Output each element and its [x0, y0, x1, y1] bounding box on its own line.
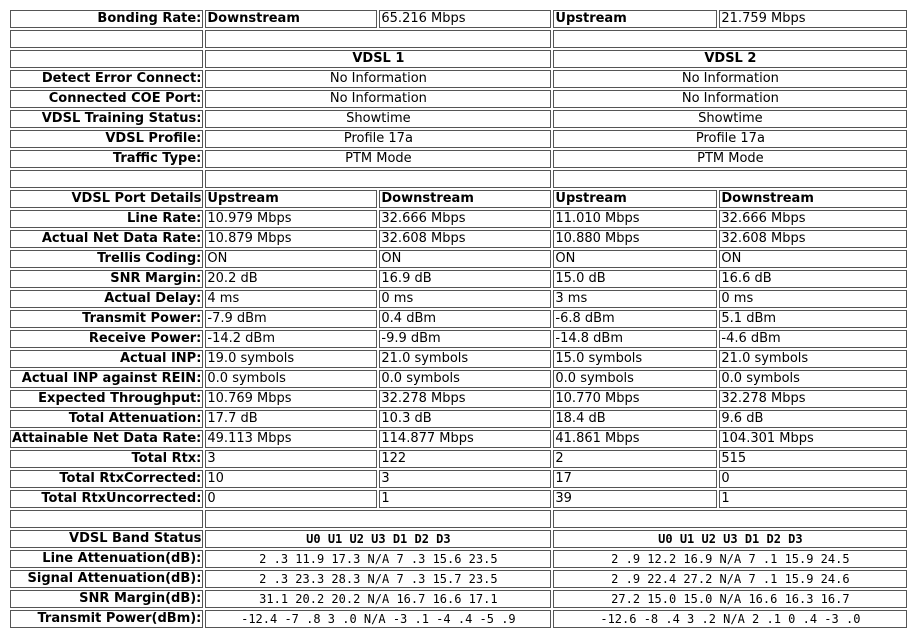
total-rtxcorrected-vdsl2-downstream: 0: [719, 470, 907, 488]
bonding-upstream-label: Upstream: [553, 10, 717, 28]
snr-margin-db-vdsl2-values: 27.2 15.0 15.0 N/A 16.6 16.3 16.7: [553, 590, 907, 608]
actual-inp-vdsl2-upstream: 15.0 symbols: [553, 350, 717, 368]
receive-power-vdsl1-downstream: -9.9 dBm: [379, 330, 551, 348]
expected-throughput-vdsl2-upstream: 10.770 Mbps: [553, 390, 717, 408]
actual-inp-against-rein-vdsl2-upstream: 0.0 symbols: [553, 370, 717, 388]
spacer-cell: [553, 510, 907, 528]
vdsl-profile-label: VDSL Profile:: [10, 130, 203, 148]
total-attenuation-row: [10, 410, 907, 428]
expected-throughput-vdsl1-upstream: 10.769 Mbps: [205, 390, 377, 408]
spacer-cell: [205, 170, 551, 188]
receive-power-vdsl2-downstream: -4.6 dBm: [719, 330, 907, 348]
line-rate-vdsl2-downstream: 32.666 Mbps: [719, 210, 907, 228]
actual-net-data-rate-vdsl1-downstream: 32.608 Mbps: [379, 230, 551, 248]
actual-delay-vdsl1-downstream: 0 ms: [379, 290, 551, 308]
signal-attenuation-db-vdsl2-values: 2 .9 22.4 27.2 N/A 7 .1 15.9 24.6: [553, 570, 907, 588]
total-rtxcorrected-row: [10, 470, 907, 488]
total-rtx-vdsl2-downstream: 515: [719, 450, 907, 468]
detect-error-connect-vdsl1-value: No Information: [205, 70, 551, 88]
signal-attenuation-db-vdsl1-values: 2 .3 23.3 28.3 N/A 7 .3 15.7 23.5: [205, 570, 551, 588]
transmit-power-vdsl2-upstream: -6.8 dBm: [553, 310, 717, 328]
total-rtx-vdsl1-downstream: 122: [379, 450, 551, 468]
line-attenuation-db-vdsl1-values: 2 .3 11.9 17.3 N/A 7 .3 15.6 23.5: [205, 550, 551, 568]
expected-throughput-label: Expected Throughput:: [10, 390, 203, 408]
snr-margin-db-label: SNR Margin(dB):: [10, 590, 203, 608]
line-rate-row: [10, 210, 907, 228]
transmit-power-label: Transmit Power:: [10, 310, 203, 328]
actual-inp-against-rein-vdsl1-downstream: 0.0 symbols: [379, 370, 551, 388]
actual-inp-vdsl1-downstream: 21.0 symbols: [379, 350, 551, 368]
port-details-header-row: [10, 190, 907, 208]
total-attenuation-label: Total Attenuation:: [10, 410, 203, 428]
spacer-cell: [553, 30, 907, 48]
actual-inp-against-rein-row: [10, 370, 907, 388]
attainable-net-data-rate-vdsl1-upstream: 49.113 Mbps: [205, 430, 377, 448]
vdsl1-upstream-header: Upstream: [205, 190, 377, 208]
receive-power-vdsl1-upstream: -14.2 dBm: [205, 330, 377, 348]
spacer-row: [10, 170, 907, 188]
bonding-downstream-label: Downstream: [205, 10, 377, 28]
bonding-rate-label: Bonding Rate:: [10, 10, 203, 28]
traffic-type-row: [10, 150, 907, 168]
actual-net-data-rate-vdsl1-upstream: 10.879 Mbps: [205, 230, 377, 248]
spacer-cell: [205, 30, 551, 48]
actual-delay-vdsl2-upstream: 3 ms: [553, 290, 717, 308]
spacer-cell: [10, 510, 203, 528]
transmit-power-row: [10, 310, 907, 328]
actual-inp-against-rein-vdsl2-downstream: 0.0 symbols: [719, 370, 907, 388]
spacer-row: [10, 30, 907, 48]
vdsl2-upstream-header: Upstream: [553, 190, 717, 208]
line-attenuation-db-vdsl2-values: 2 .9 12.2 16.9 N/A 7 .1 15.9 24.5: [553, 550, 907, 568]
attainable-net-data-rate-vdsl2-downstream: 104.301 Mbps: [719, 430, 907, 448]
total-attenuation-vdsl1-downstream: 10.3 dB: [379, 410, 551, 428]
line-rate-vdsl1-downstream: 32.666 Mbps: [379, 210, 551, 228]
actual-inp-against-rein-label: Actual INP against REIN:: [10, 370, 203, 388]
actual-delay-label: Actual Delay:: [10, 290, 203, 308]
total-rtx-row: [10, 450, 907, 468]
expected-throughput-row: [10, 390, 907, 408]
band-status-header-row: [10, 530, 907, 548]
vdsl1-band-header: U0 U1 U2 U3 D1 D2 D3: [205, 530, 551, 548]
vdsl2-downstream-header: Downstream: [719, 190, 907, 208]
transmit-power-dbm-label: Transmit Power(dBm):: [10, 610, 203, 628]
connected-coe-port-label: Connected COE Port:: [10, 90, 203, 108]
actual-delay-row: [10, 290, 907, 308]
receive-power-vdsl2-upstream: -14.8 dBm: [553, 330, 717, 348]
trellis-coding-row: [10, 250, 907, 268]
trellis-coding-vdsl2-downstream: ON: [719, 250, 907, 268]
spacer-cell: [10, 170, 203, 188]
detect-error-connect-row: [10, 70, 907, 88]
trellis-coding-label: Trellis Coding:: [10, 250, 203, 268]
line-attenuation-db-row: [10, 550, 907, 568]
traffic-type-vdsl2-value: PTM Mode: [553, 150, 907, 168]
spacer-cell: [553, 170, 907, 188]
traffic-type-label: Traffic Type:: [10, 150, 203, 168]
total-attenuation-vdsl1-upstream: 17.7 dB: [205, 410, 377, 428]
snr-margin-db-vdsl1-values: 31.1 20.2 20.2 N/A 16.7 16.6 17.1: [205, 590, 551, 608]
vdsl1-title: VDSL 1: [205, 50, 551, 68]
attainable-net-data-rate-vdsl1-downstream: 114.877 Mbps: [379, 430, 551, 448]
transmit-power-vdsl1-upstream: -7.9 dBm: [205, 310, 377, 328]
signal-attenuation-db-label: Signal Attenuation(dB):: [10, 570, 203, 588]
spacer-cell: [205, 510, 551, 528]
total-rtxuncorrected-vdsl1-upstream: 0: [205, 490, 377, 508]
trellis-coding-vdsl2-upstream: ON: [553, 250, 717, 268]
trellis-coding-vdsl1-downstream: ON: [379, 250, 551, 268]
trellis-coding-vdsl1-upstream: ON: [205, 250, 377, 268]
actual-net-data-rate-row: [10, 230, 907, 248]
detect-error-connect-vdsl2-value: No Information: [553, 70, 907, 88]
vdsl-training-status-vdsl1-value: Showtime: [205, 110, 551, 128]
vdsl-profile-vdsl2-value: Profile 17a: [553, 130, 907, 148]
total-rtx-vdsl1-upstream: 3: [205, 450, 377, 468]
expected-throughput-vdsl1-downstream: 32.278 Mbps: [379, 390, 551, 408]
snr-margin-label: SNR Margin:: [10, 270, 203, 288]
vdsl-profile-row: [10, 130, 907, 148]
bonding-upstream-value: 21.759 Mbps: [719, 10, 907, 28]
snr-margin-row: [10, 270, 907, 288]
bonding-rate-row: [10, 10, 907, 28]
snr-margin-db-row: [10, 590, 907, 608]
actual-inp-against-rein-vdsl1-upstream: 0.0 symbols: [205, 370, 377, 388]
vdsl-training-status-row: [10, 110, 907, 128]
actual-inp-vdsl1-upstream: 19.0 symbols: [205, 350, 377, 368]
signal-attenuation-db-row: [10, 570, 907, 588]
spacer-cell: [10, 30, 203, 48]
total-attenuation-vdsl2-upstream: 18.4 dB: [553, 410, 717, 428]
total-rtx-vdsl2-upstream: 2: [553, 450, 717, 468]
line-title-empty: [10, 50, 203, 68]
vdsl-profile-vdsl1-value: Profile 17a: [205, 130, 551, 148]
actual-inp-vdsl2-downstream: 21.0 symbols: [719, 350, 907, 368]
actual-delay-vdsl2-downstream: 0 ms: [719, 290, 907, 308]
line-rate-vdsl2-upstream: 11.010 Mbps: [553, 210, 717, 228]
detect-error-connect-label: Detect Error Connect:: [10, 70, 203, 88]
connected-coe-port-vdsl1-value: No Information: [205, 90, 551, 108]
traffic-type-vdsl1-value: PTM Mode: [205, 150, 551, 168]
vdsl-status-body: [10, 10, 907, 628]
actual-inp-row: [10, 350, 907, 368]
total-rtxuncorrected-vdsl2-upstream: 39: [553, 490, 717, 508]
expected-throughput-vdsl2-downstream: 32.278 Mbps: [719, 390, 907, 408]
actual-net-data-rate-vdsl2-upstream: 10.880 Mbps: [553, 230, 717, 248]
line-rate-label: Line Rate:: [10, 210, 203, 228]
transmit-power-dbm-vdsl1-values: -12.4 -7 .8 3 .0 N/A -3 .1 -4 .4 -5 .9: [205, 610, 551, 628]
total-rtxuncorrected-vdsl1-downstream: 1: [379, 490, 551, 508]
actual-delay-vdsl1-upstream: 4 ms: [205, 290, 377, 308]
snr-margin-vdsl2-downstream: 16.6 dB: [719, 270, 907, 288]
attainable-net-data-rate-vdsl2-upstream: 41.861 Mbps: [553, 430, 717, 448]
snr-margin-vdsl2-upstream: 15.0 dB: [553, 270, 717, 288]
receive-power-row: [10, 330, 907, 348]
line-title-row: [10, 50, 907, 68]
total-rtxuncorrected-label: Total RtxUncorrected:: [10, 490, 203, 508]
vdsl-training-status-vdsl2-value: Showtime: [553, 110, 907, 128]
actual-net-data-rate-vdsl2-downstream: 32.608 Mbps: [719, 230, 907, 248]
total-rtxcorrected-vdsl1-upstream: 10: [205, 470, 377, 488]
bonding-downstream-value: 65.216 Mbps: [379, 10, 551, 28]
actual-inp-label: Actual INP:: [10, 350, 203, 368]
total-rtxuncorrected-row: [10, 490, 907, 508]
transmit-power-vdsl2-downstream: 5.1 dBm: [719, 310, 907, 328]
spacer-row: [10, 510, 907, 528]
vdsl2-title: VDSL 2: [553, 50, 907, 68]
vdsl-status-table: [8, 8, 909, 630]
total-rtx-label: Total Rtx:: [10, 450, 203, 468]
total-rtxuncorrected-vdsl2-downstream: 1: [719, 490, 907, 508]
connected-coe-port-row: [10, 90, 907, 108]
vdsl2-band-header: U0 U1 U2 U3 D1 D2 D3: [553, 530, 907, 548]
transmit-power-dbm-row: [10, 610, 907, 628]
line-attenuation-db-label: Line Attenuation(dB):: [10, 550, 203, 568]
actual-net-data-rate-label: Actual Net Data Rate:: [10, 230, 203, 248]
receive-power-label: Receive Power:: [10, 330, 203, 348]
vdsl-training-status-label: VDSL Training Status:: [10, 110, 203, 128]
snr-margin-vdsl1-downstream: 16.9 dB: [379, 270, 551, 288]
total-rtxcorrected-label: Total RtxCorrected:: [10, 470, 203, 488]
snr-margin-vdsl1-upstream: 20.2 dB: [205, 270, 377, 288]
attainable-net-data-rate-row: [10, 430, 907, 448]
transmit-power-vdsl1-downstream: 0.4 dBm: [379, 310, 551, 328]
total-attenuation-vdsl2-downstream: 9.6 dB: [719, 410, 907, 428]
transmit-power-dbm-vdsl2-values: -12.6 -8 .4 3 .2 N/A 2 .1 0 .4 -3 .0: [553, 610, 907, 628]
total-rtxcorrected-vdsl2-upstream: 17: [553, 470, 717, 488]
total-rtxcorrected-vdsl1-downstream: 3: [379, 470, 551, 488]
band-status-label: VDSL Band Status: [10, 530, 203, 548]
vdsl1-downstream-header: Downstream: [379, 190, 551, 208]
line-rate-vdsl1-upstream: 10.979 Mbps: [205, 210, 377, 228]
port-details-label: VDSL Port Details: [10, 190, 203, 208]
attainable-net-data-rate-label: Attainable Net Data Rate:: [12, 431, 202, 446]
connected-coe-port-vdsl2-value: No Information: [553, 90, 907, 108]
